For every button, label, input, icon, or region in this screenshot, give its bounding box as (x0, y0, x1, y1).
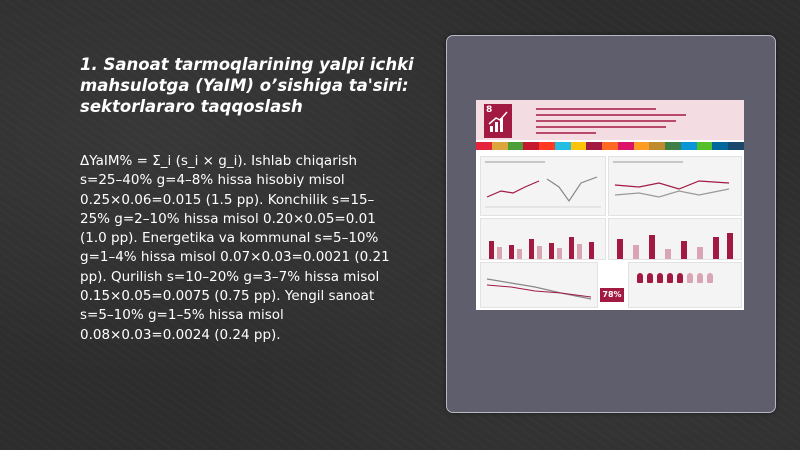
sdg-color-cell (586, 142, 602, 150)
infographic-image (476, 100, 744, 310)
line-chart-thumbnail (481, 157, 605, 215)
person-icon (677, 273, 683, 283)
sdg-color-strip (476, 142, 744, 150)
header-text-line (536, 126, 666, 128)
sdg-color-cell (665, 142, 681, 150)
sdg-color-cell (681, 142, 697, 150)
slide-title: 1. Sanoat tarmoqlarining yalpi ichki mahsulotga (YaIM) o’sishiga ta'siri: sektorlararo taqqoslash (80, 55, 414, 116)
person-icon (687, 273, 693, 283)
percentage-badge: 78% (600, 288, 624, 302)
header-text-line (536, 114, 686, 116)
sdg-goal-number: 8 (486, 105, 493, 115)
infographic-section (480, 262, 598, 308)
person-icon (697, 273, 703, 283)
bar-chart-thumbnail (608, 218, 742, 260)
sdg-color-cell (555, 142, 571, 150)
sdg-color-cell (571, 142, 587, 150)
line-chart-thumbnail (481, 263, 597, 307)
slide-body-text: ΔYaIM% = Σ_i (s_i × g_i). Ishlab chiqarish s=25–40% g=4–8% hissa hisobiy misol 0.25×0.06=0.015 (1.5 pp). Konchilik s=15–25% g=2–10% hissa misol 0.20×0.05=0.01 (1.0 pp). Energetika va kommunal s=5–10% g=1–4% hissa misol 0.07×0.03=0.0021 (0.21 pp). Qurilish s=10–20% g=3–7% hissa misol 0.15×0.05=0.0075 (0.75 pp). Yengil sanoat s=5–10% g=1–5% hissa misol 0.08×0.03=0.0024 (0.24 pp). (80, 153, 390, 343)
line-chart-thumbnail (609, 157, 741, 215)
sdg-color-cell (476, 142, 492, 150)
person-icon (707, 273, 713, 283)
sdg-color-cell (697, 142, 713, 150)
person-icon (667, 273, 673, 283)
sdg-color-cell (523, 142, 539, 150)
person-icon (657, 273, 663, 283)
infographic-section (480, 156, 606, 216)
person-icon (637, 273, 643, 283)
infographic-section (608, 156, 742, 216)
sdg-color-cell (539, 142, 555, 150)
bar-chart-thumbnail (480, 218, 606, 260)
image-panel (446, 35, 776, 413)
sdg-color-cell (728, 142, 744, 150)
header-text-line (536, 132, 596, 134)
sdg-goal-icon (484, 104, 512, 138)
sdg-color-cell (649, 142, 665, 150)
sdg-color-cell (602, 142, 618, 150)
sdg-color-cell (634, 142, 650, 150)
sdg-color-cell (618, 142, 634, 150)
person-icon (647, 273, 653, 283)
sdg-color-cell (508, 142, 524, 150)
header-text-line (536, 120, 676, 122)
people-icons-section (628, 262, 742, 308)
sdg-color-cell (492, 142, 508, 150)
sdg-color-cell (712, 142, 728, 150)
header-text-line (536, 108, 656, 110)
